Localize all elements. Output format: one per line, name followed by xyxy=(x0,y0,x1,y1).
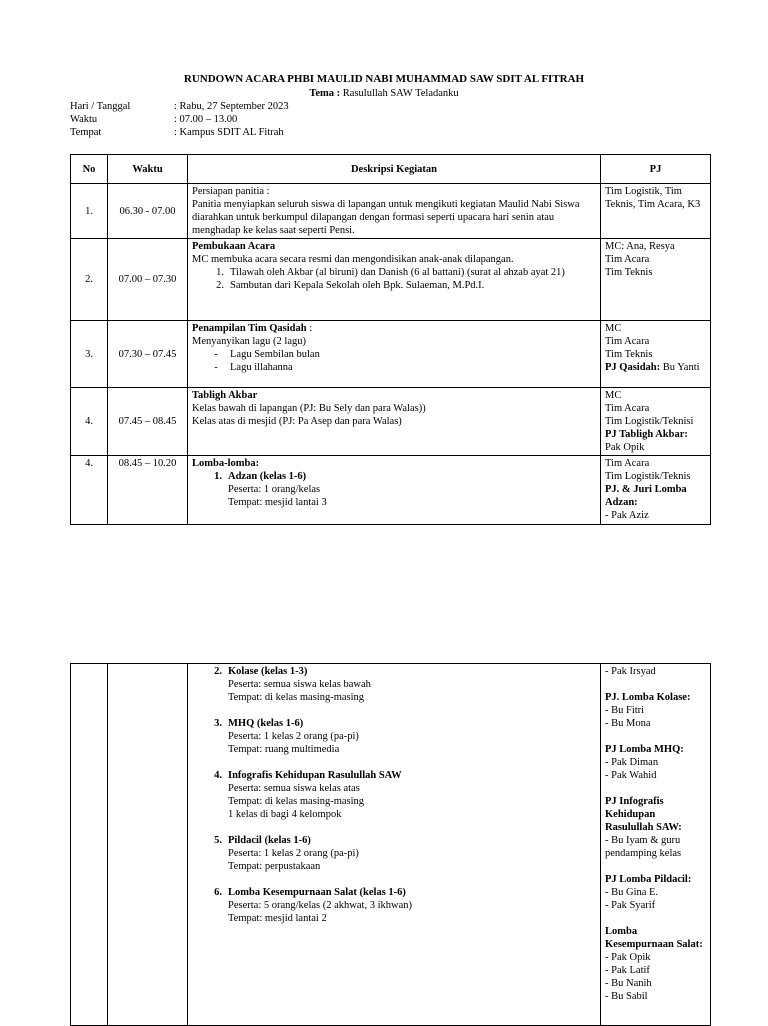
info-key: Tempat xyxy=(70,127,102,138)
pj-group xyxy=(605,691,706,730)
pj-line: Tim Acara xyxy=(605,458,650,469)
info-key: Hari / Tanggal xyxy=(70,101,131,112)
pj-name: - Bu Gina E. xyxy=(605,887,659,898)
desc-title: Tabligh Akbar xyxy=(192,390,258,401)
table-row xyxy=(71,388,711,456)
info-value: : 07.00 – 13.00 xyxy=(174,114,238,125)
row-pj xyxy=(601,388,711,456)
rundown-table-continued xyxy=(70,663,711,1026)
table-row xyxy=(71,239,711,321)
info-time xyxy=(70,113,237,126)
pj-group xyxy=(605,795,706,860)
contest-item xyxy=(192,717,596,756)
contest-name: Pildacil (kelas 1-6) xyxy=(228,835,311,846)
desc-title: Penampilan Tim Qasidah xyxy=(192,323,307,334)
row-deskripsi xyxy=(188,388,601,456)
list-text: Tilawah oleh Akbar (al biruni) dan Danish (6 al battani) (surat al ahzab ayat 21) xyxy=(230,267,565,278)
desc-title: Persiapan panitia : xyxy=(192,186,270,197)
contest-line: Tempat: ruang multimedia xyxy=(228,744,340,755)
contest-number: 4. xyxy=(214,770,222,781)
rundown-table xyxy=(70,154,711,525)
row-pj xyxy=(601,456,711,525)
row-waktu: 06.30 - 07.00 xyxy=(108,184,188,239)
contest-number: 6. xyxy=(214,887,222,898)
row-pj xyxy=(601,664,711,1026)
pj-group xyxy=(605,873,706,912)
row-pj: Tim Logistik, Tim Teknis, Tim Acara, K3 xyxy=(601,184,711,239)
row-deskripsi xyxy=(188,456,601,525)
list-text: Sambutan dari Kepala Sekolah oleh Bpk. Sulaeman, M.Pd.I. xyxy=(230,280,485,291)
contest-title xyxy=(192,769,596,782)
pj-line: Tim Acara xyxy=(605,403,650,414)
contest-number: 2. xyxy=(214,666,222,677)
row-waktu: 07.45 – 08.45 xyxy=(108,388,188,456)
pj-group-title: PJ. Lomba Kolase: xyxy=(605,692,691,703)
pj-bold: PJ Qasidah: xyxy=(605,362,661,373)
header-deskripsi: Deskripsi Kegiatan xyxy=(188,155,601,184)
row-waktu: 08.45 – 10.20 xyxy=(108,456,188,525)
contest-number: 5. xyxy=(214,835,222,846)
header-waktu: Waktu xyxy=(108,155,188,184)
desc-text: Panitia menyiapkan seluruh siswa di lapangan untuk mengikuti kegiatan Maulid Nabi Siswa diarahkan untuk berkumpul dilapangan dengan formasi seperti upacara hari senin atau menghadap ke kelas saat seperti Pensi. xyxy=(192,199,580,236)
desc-title: Lomba-lomba: xyxy=(192,458,260,469)
pj-line: MC xyxy=(605,323,622,334)
contest-line: Peserta: semua siswa kelas atas xyxy=(228,783,360,794)
desc-text: Kelas atas di mesjid (PJ: Pa Asep dan para Walas) xyxy=(192,416,402,427)
pj-line: Tim Teknis xyxy=(605,267,653,278)
contest-name: Adzan (kelas 1-6) xyxy=(228,471,307,482)
desc-title-suffix: : xyxy=(306,323,313,334)
contest-name: MHQ (kelas 1-6) xyxy=(228,718,304,729)
row-deskripsi xyxy=(188,239,601,321)
pj-line: Tim Logistik/Teknis xyxy=(605,471,691,482)
pj-bold: PJ. & Juri Lomba Adzan: xyxy=(605,484,687,508)
contest-item xyxy=(192,665,596,704)
table-row xyxy=(71,321,711,388)
contest-title xyxy=(192,717,596,730)
contest-line: Peserta: 1 orang/kelas xyxy=(228,484,321,495)
table-row xyxy=(71,456,711,525)
pj-name: - Bu Iyam & guru pendamping kelas xyxy=(605,835,682,859)
pj-name: - Pak Aziz xyxy=(605,510,649,521)
row-deskripsi xyxy=(188,184,601,239)
pj-line: MC: Ana, Resya xyxy=(605,241,675,252)
pj-line: Tim Acara xyxy=(605,336,650,347)
pj-name: - Pak Opik xyxy=(605,952,651,963)
list-dash: - xyxy=(214,349,218,360)
pj-name: - Pak Irsyad xyxy=(605,666,656,677)
header-no: No xyxy=(71,155,108,184)
row-pj xyxy=(601,321,711,388)
contest-line: Tempat: di kelas masing-masing xyxy=(228,796,365,807)
row-deskripsi xyxy=(188,321,601,388)
contest-line: Tempat: mesjid lantai 2 xyxy=(228,913,327,924)
info-date xyxy=(70,100,289,113)
pj-name: Pak Opik xyxy=(605,442,645,453)
row-deskripsi xyxy=(188,664,601,1026)
pj-name: - Bu Nanih xyxy=(605,978,652,989)
pj-line: Tim Teknis xyxy=(605,349,653,360)
pj-group-title: PJ Lomba Pildacil: xyxy=(605,874,692,885)
contest-line: Tempat: mesjid lantai 3 xyxy=(228,497,327,508)
header-pj: PJ xyxy=(601,155,711,184)
contest-line: 1 kelas di bagi 4 kelompok xyxy=(228,809,342,820)
contest-title xyxy=(192,834,596,847)
row-no: 4. xyxy=(71,388,108,456)
row-waktu: 07.00 – 07.30 xyxy=(108,239,188,321)
pj-name: Bu Yanti xyxy=(660,362,700,373)
table-row xyxy=(71,184,711,239)
pj-name: - Bu Mona xyxy=(605,718,651,729)
contest-name: Kolase (kelas 1-3) xyxy=(228,666,308,677)
list-item xyxy=(192,266,596,279)
pj-line: Tim Logistik/Teknisi xyxy=(605,416,694,427)
contest-title xyxy=(192,886,596,899)
table-row xyxy=(71,664,711,1026)
pj-group xyxy=(605,925,706,1003)
desc-title: Pembukaan Acara xyxy=(192,241,276,252)
pj-group-title: PJ Infografis Kehidupan Rasulullah SAW: xyxy=(605,796,682,833)
row-waktu: 07.30 – 07.45 xyxy=(108,321,188,388)
pj-name: - Pak Syarif xyxy=(605,900,656,911)
desc-title-line xyxy=(192,322,596,335)
list-number: 1. xyxy=(216,267,224,278)
row-waktu xyxy=(108,664,188,1026)
pj-group xyxy=(605,743,706,782)
contest-title xyxy=(192,470,596,483)
document-title: RUNDOWN ACARA PHBI MAULID NABI MUHAMMAD SAW SDIT AL FITRAH xyxy=(183,73,585,85)
pj-group-title: Lomba Kesempurnaan Salat: xyxy=(605,926,703,950)
contest-number: 3. xyxy=(214,718,222,729)
contest-item xyxy=(192,886,596,925)
row-no: 4. xyxy=(71,456,108,525)
row-no xyxy=(71,664,108,1026)
contest-name: Lomba Kesempurnaan Salat (kelas 1-6) xyxy=(228,887,406,898)
contest-line: Tempat: di kelas masing-masing xyxy=(228,692,365,703)
list-item xyxy=(192,279,596,292)
pj-bold: PJ Tabligh Akbar: xyxy=(605,429,688,440)
info-place xyxy=(70,126,284,139)
row-no: 3. xyxy=(71,321,108,388)
list-dash: - xyxy=(214,362,218,373)
list-item xyxy=(192,361,596,374)
theme-label: Tema : xyxy=(309,88,341,99)
pj-name: - Pak Wahid xyxy=(605,770,657,781)
contest-title xyxy=(192,665,596,678)
info-value: : Kampus SDIT AL Fitrah xyxy=(174,127,284,138)
document-theme xyxy=(0,87,768,100)
list-item xyxy=(192,348,596,361)
info-value: : Rabu, 27 September 2023 xyxy=(174,101,289,112)
pj-group-title: PJ Lomba MHQ: xyxy=(605,744,684,755)
pj-name: - Pak Latif xyxy=(605,965,650,976)
desc-intro: MC membuka acara secara resmi dan mengondisikan anak-anak dilapangan. xyxy=(192,254,514,265)
list-text: Lagu Sembilan bulan xyxy=(230,349,320,360)
contest-item xyxy=(192,769,596,821)
contest-name: Infografis Kehidupan Rasulullah SAW xyxy=(228,770,402,781)
table-header-row xyxy=(71,155,711,184)
info-key: Waktu xyxy=(70,114,98,125)
row-no: 1. xyxy=(71,184,108,239)
row-no: 2. xyxy=(71,239,108,321)
pj-name: - Bu Sabil xyxy=(605,991,648,1002)
pj-line: MC xyxy=(605,390,622,401)
contest-number: 1. xyxy=(214,471,222,482)
contest-line: Peserta: 5 orang/kelas (2 akhwat, 3 ikhwan) xyxy=(228,900,412,911)
pj-name: - Pak Diman xyxy=(605,757,659,768)
desc-intro: Menyanyikan lagu (2 lagu) xyxy=(192,336,307,347)
list-number: 2. xyxy=(216,280,224,291)
contest-line: Tempat: perpustakaan xyxy=(228,861,321,872)
contest-line: Peserta: 1 kelas 2 orang (pa-pi) xyxy=(228,848,359,859)
contest-line: Peserta: 1 kelas 2 orang (pa-pi) xyxy=(228,731,359,742)
pj-qasidah xyxy=(605,361,706,374)
pj-line: Tim Acara xyxy=(605,254,650,265)
contest-item xyxy=(192,470,596,509)
pj-name: - Bu Fitri xyxy=(605,705,645,716)
list-text: Lagu illahanna xyxy=(230,362,293,373)
row-pj xyxy=(601,239,711,321)
contest-item xyxy=(192,834,596,873)
desc-text: Kelas bawah di lapangan (PJ: Bu Sely dan para Walas)) xyxy=(192,403,426,414)
theme-value: Rasulullah SAW Teladanku xyxy=(342,88,459,99)
contest-line: Peserta: semua siswa kelas bawah xyxy=(228,679,371,690)
